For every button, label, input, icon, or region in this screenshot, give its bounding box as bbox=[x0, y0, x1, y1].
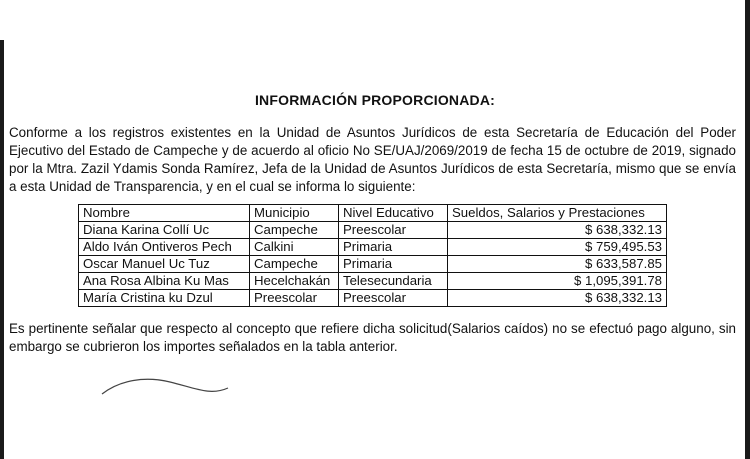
cell-municipio: Campeche bbox=[250, 222, 339, 239]
table-header-row bbox=[79, 205, 667, 222]
cell-monto: $ 638,332.13 bbox=[448, 290, 667, 307]
cell-nombre: Ana Rosa Albina Ku Mas bbox=[79, 273, 250, 290]
cell-nombre: Aldo Iván Ontiveros Pech bbox=[79, 239, 250, 256]
closing-paragraph: Es pertinente señalar que respecto al concepto que refiere dicha solicitud(Salarios caídos) no se efectuó pago alguno, sin embargo se cubrieron los importes señalados en la tabla anterior. bbox=[9, 321, 736, 354]
cell-monto: $ 633,587.85 bbox=[448, 256, 667, 273]
cell-municipio: Preescolar bbox=[250, 290, 339, 307]
cell-monto: $ 1,095,391.78 bbox=[448, 273, 667, 290]
table-row bbox=[79, 273, 667, 290]
table-row bbox=[79, 222, 667, 239]
table-row bbox=[79, 256, 667, 273]
cell-monto: $ 759,495.53 bbox=[448, 239, 667, 256]
header-municipio: Municipio bbox=[250, 205, 339, 222]
cell-nivel: Preescolar bbox=[339, 290, 448, 307]
cell-nivel: Telesecundaria bbox=[339, 273, 448, 290]
header-sueldos: Sueldos, Salarios y Prestaciones bbox=[448, 205, 667, 222]
section-heading: INFORMACIÓN PROPORCIONADA: bbox=[254, 92, 496, 108]
cell-municipio: Hecelchakán bbox=[250, 273, 339, 290]
table-row bbox=[79, 239, 667, 256]
cell-nivel: Preescolar bbox=[339, 222, 448, 239]
salary-table bbox=[78, 204, 667, 307]
cell-nombre: Diana Karina Collí Uc bbox=[79, 222, 250, 239]
cell-nivel: Primaria bbox=[339, 239, 448, 256]
page-border-right bbox=[745, 0, 750, 459]
intro-paragraph: Conforme a los registros existentes en la Unidad de Asuntos Jurídicos de esta Secretaría de Educación del Poder Ejecutivo del Estado de Campeche y de acuerdo al oficio No SE/UAJ/2069/2019 de fecha 15 de octubre de 2019, signado por la Mtra. Zazil Ydamis Sonda Ramírez, Jefa de la Unidad de Asuntos Jurídicos de esta Secretaría, mismo que se envía a esta Unidad de Transparencia, y en el cual se informa lo siguiente: bbox=[9, 125, 736, 194]
cell-nombre: María Cristina ku Dzul bbox=[79, 290, 250, 307]
header-nivel-educativo: Nivel Educativo bbox=[339, 205, 448, 222]
signature-stroke bbox=[100, 372, 230, 402]
header-nombre: Nombre bbox=[79, 205, 250, 222]
cell-nivel: Primaria bbox=[339, 256, 448, 273]
cell-monto: $ 638,332.13 bbox=[448, 222, 667, 239]
cell-nombre: Oscar Manuel Uc Tuz bbox=[79, 256, 250, 273]
cell-municipio: Calkini bbox=[250, 239, 339, 256]
cell-municipio: Campeche bbox=[250, 256, 339, 273]
table-row bbox=[79, 290, 667, 307]
